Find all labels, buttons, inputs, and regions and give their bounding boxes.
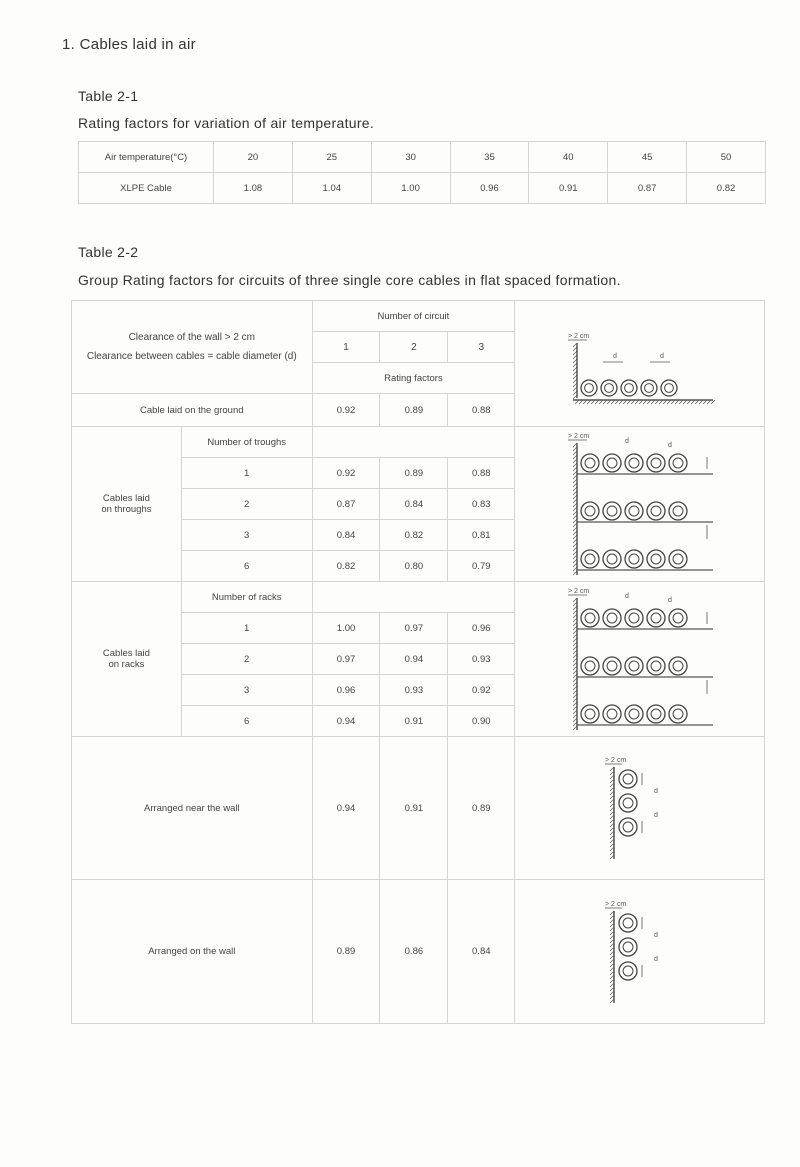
empty-cell <box>312 582 515 613</box>
racks-count-header: Number of racks <box>181 582 312 613</box>
diagram-label: d <box>653 955 658 963</box>
diagram-label: > 2 cm <box>604 757 626 764</box>
table-cell: 0.96 <box>312 675 380 706</box>
ground-figure-cell <box>515 301 765 427</box>
cable-outer <box>603 705 621 723</box>
cable-core <box>623 966 633 976</box>
cable-outer <box>581 609 599 627</box>
cable-core <box>607 458 617 468</box>
table-cell: 0.89 <box>380 458 448 489</box>
cable-core <box>629 709 639 719</box>
clearance-cell <box>72 301 313 394</box>
cable-core <box>651 554 661 564</box>
troughs-label <box>72 427 182 582</box>
cable-outer <box>603 550 621 568</box>
cable-core <box>623 918 633 928</box>
racks-figure-cell <box>515 582 765 737</box>
cable-outer <box>625 502 643 520</box>
cable-outer <box>619 962 637 980</box>
table-cell: 1.08 <box>214 173 293 204</box>
table-cell: 20 <box>214 142 293 173</box>
table-cell: 30 <box>371 142 450 173</box>
diagram-label: d <box>653 812 658 819</box>
diagram-label: d <box>624 593 629 600</box>
diagram-label: d <box>659 352 664 360</box>
cable-outer <box>669 657 687 675</box>
diagram-label: d <box>624 438 629 445</box>
cable-outer <box>619 770 637 788</box>
rack-count: 1 <box>181 613 312 644</box>
cable-outer <box>661 380 677 396</box>
cable-outer <box>641 380 657 396</box>
table-cell: 0.96 <box>448 613 515 644</box>
cable-core <box>629 554 639 564</box>
diagram-label: d <box>667 597 672 604</box>
table-cell: 0.81 <box>448 520 515 551</box>
table-cell: 40 <box>529 142 608 173</box>
table-row <box>72 582 765 613</box>
table-2-1-label: Table 2-1 <box>78 88 139 104</box>
cable-outer <box>669 705 687 723</box>
table-row <box>72 427 765 458</box>
cables-on-ground-diagram <box>565 318 715 410</box>
cable-core <box>623 774 633 784</box>
table-cell: 0.84 <box>312 520 380 551</box>
table-2-1-caption: Rating factors for variation of air temperature. <box>78 115 375 131</box>
table-cell: 0.82 <box>687 173 766 204</box>
circuit-1-header: 1 <box>312 332 380 363</box>
cable-core <box>651 613 661 623</box>
cable-core <box>584 383 593 392</box>
cables-on-racks-diagram <box>565 584 715 734</box>
cable-core <box>607 554 617 564</box>
cable-core <box>651 506 661 516</box>
table-cell: 0.94 <box>312 706 380 737</box>
table-row <box>79 173 766 204</box>
table-cell: 0.87 <box>312 489 380 520</box>
cable-outer <box>669 454 687 472</box>
cable-core <box>673 613 683 623</box>
cable-core <box>664 383 673 392</box>
table-cell: 35 <box>450 142 529 173</box>
table-cell: 0.92 <box>448 675 515 706</box>
row-label: Arranged on the wall <box>72 880 313 1024</box>
rack-count: 2 <box>181 644 312 675</box>
cable-core <box>585 458 595 468</box>
cable-core <box>629 661 639 671</box>
table-cell: 0.89 <box>448 737 515 880</box>
table-cell: 0.92 <box>312 394 380 427</box>
diagram-label: > 2 cm <box>567 332 589 340</box>
diagram-label: d <box>653 931 658 939</box>
cable-core <box>585 709 595 719</box>
cable-outer <box>625 609 643 627</box>
table-cell: 0.83 <box>448 489 515 520</box>
cable-core <box>651 661 661 671</box>
cable-core <box>623 798 633 808</box>
table-cell: 0.96 <box>450 173 529 204</box>
cable-outer <box>619 938 637 956</box>
troughs-count-header: Number of troughs <box>181 427 312 458</box>
rack-count: 3 <box>181 675 312 706</box>
table-cell: 0.97 <box>380 613 448 644</box>
table-cell: 0.84 <box>380 489 448 520</box>
circuit-2-header: 2 <box>380 332 448 363</box>
table-cell: 0.82 <box>380 520 448 551</box>
cable-outer <box>619 818 637 836</box>
table-cell: 1.00 <box>312 613 380 644</box>
row-label: XLPE Cable <box>79 173 214 204</box>
cable-outer <box>647 705 665 723</box>
trough-count: 3 <box>181 520 312 551</box>
table-cell: 0.86 <box>380 880 448 1024</box>
clearance-line-1: Clearance of the wall > 2 cm <box>128 332 256 343</box>
number-of-circuit-header: Number of circuit <box>312 301 515 332</box>
cable-outer <box>669 550 687 568</box>
table-cell: 0.91 <box>380 737 448 880</box>
table-cell: 0.84 <box>448 880 515 1024</box>
table-cell: 0.90 <box>448 706 515 737</box>
cable-core <box>604 383 613 392</box>
cable-core <box>623 942 633 952</box>
rating-factors-header: Rating factors <box>312 363 515 394</box>
table-row <box>72 880 765 1024</box>
cable-core <box>585 661 595 671</box>
cable-outer <box>647 502 665 520</box>
table-cell: 0.94 <box>380 644 448 675</box>
cable-outer <box>581 705 599 723</box>
cable-core <box>623 822 633 832</box>
cable-core <box>629 506 639 516</box>
racks-label-line-1: Cables laid <box>102 648 150 659</box>
cable-outer <box>647 609 665 627</box>
clearance-line-2: Clearance between cables = cable diameter (d) <box>86 351 297 362</box>
table-cell: 50 <box>687 142 766 173</box>
table-cell: 0.97 <box>312 644 380 675</box>
table-2-2-label: Table 2-2 <box>78 244 139 260</box>
group-rating-table <box>71 300 765 1024</box>
cable-outer <box>647 657 665 675</box>
cable-core <box>629 613 639 623</box>
table-cell: 0.91 <box>380 706 448 737</box>
cable-outer <box>621 380 637 396</box>
cable-core <box>673 506 683 516</box>
cable-outer <box>619 914 637 932</box>
cable-outer <box>647 550 665 568</box>
cable-outer <box>581 657 599 675</box>
cable-core <box>624 383 633 392</box>
cable-outer <box>625 705 643 723</box>
cable-outer <box>581 550 599 568</box>
cable-core <box>644 383 653 392</box>
cable-core <box>607 613 617 623</box>
troughs-figure-cell <box>515 427 765 582</box>
cables-on-troughs-diagram <box>565 429 715 579</box>
table-cell: 0.80 <box>380 551 448 582</box>
table-2-2-caption: Group Rating factors for circuits of three single core cables in flat spaced formation. <box>78 272 621 288</box>
air-temperature-table <box>78 141 766 204</box>
row-label: Arranged near the wall <box>72 737 313 880</box>
section-title: 1. Cables laid in air <box>62 36 196 53</box>
racks-label <box>72 582 182 737</box>
table-cell: 0.87 <box>608 173 687 204</box>
table-cell: 0.82 <box>312 551 380 582</box>
cable-outer <box>603 609 621 627</box>
racks-label-line-2: on racks <box>108 659 145 670</box>
cable-outer <box>625 454 643 472</box>
on-wall-figure-cell <box>515 880 765 1024</box>
table-cell: 0.89 <box>380 394 448 427</box>
cable-outer <box>625 550 643 568</box>
trough-count: 6 <box>181 551 312 582</box>
diagram-label: > 2 cm <box>567 588 589 595</box>
cable-core <box>585 554 595 564</box>
diagram-label: d <box>653 788 658 795</box>
cable-core <box>673 661 683 671</box>
cable-outer <box>603 657 621 675</box>
cable-outer <box>581 502 599 520</box>
table-cell: 25 <box>292 142 371 173</box>
troughs-label-line-2: on throughs <box>101 504 152 515</box>
cable-outer <box>619 794 637 812</box>
cable-outer <box>625 657 643 675</box>
cable-outer <box>603 454 621 472</box>
table-cell: 0.92 <box>312 458 380 489</box>
cable-core <box>607 506 617 516</box>
cable-core <box>629 458 639 468</box>
rack-count: 6 <box>181 706 312 737</box>
cable-core <box>607 709 617 719</box>
diagram-label: > 2 cm <box>567 433 589 440</box>
table-cell: 1.00 <box>371 173 450 204</box>
circuit-3-header: 3 <box>448 332 515 363</box>
cable-outer <box>603 502 621 520</box>
cable-outer <box>669 502 687 520</box>
table-cell: 1.04 <box>292 173 371 204</box>
trough-count: 1 <box>181 458 312 489</box>
cable-core <box>673 554 683 564</box>
cable-core <box>651 709 661 719</box>
table-row <box>72 737 765 880</box>
table-cell: 45 <box>608 142 687 173</box>
table-cell: 0.93 <box>380 675 448 706</box>
diagram-label: > 2 cm <box>604 900 626 908</box>
cable-outer <box>647 454 665 472</box>
near-wall-figure-cell <box>515 737 765 880</box>
table-cell: 0.93 <box>448 644 515 675</box>
table-row <box>72 301 765 332</box>
cable-core <box>651 458 661 468</box>
troughs-label-line-1: Cables laid <box>102 493 150 504</box>
table-cell: 0.94 <box>312 737 380 880</box>
cable-outer <box>601 380 617 396</box>
table-cell: 0.88 <box>448 458 515 489</box>
cable-outer <box>581 380 597 396</box>
cable-core <box>607 661 617 671</box>
cable-core <box>673 709 683 719</box>
table-cell: 0.89 <box>312 880 380 1024</box>
table-row <box>79 142 766 173</box>
header-cell: Air temperature(°C) <box>79 142 214 173</box>
trough-count: 2 <box>181 489 312 520</box>
cables-near-wall-diagram <box>600 753 680 863</box>
table-cell: 0.91 <box>529 173 608 204</box>
cable-outer <box>669 609 687 627</box>
cable-core <box>585 613 595 623</box>
row-label: Cable laid on the ground <box>72 394 313 427</box>
table-cell: 0.88 <box>448 394 515 427</box>
cable-core <box>585 506 595 516</box>
table-cell: 0.79 <box>448 551 515 582</box>
diagram-label: d <box>612 352 617 360</box>
cables-on-wall-diagram <box>600 897 680 1007</box>
cable-core <box>673 458 683 468</box>
cable-outer <box>581 454 599 472</box>
diagram-label: d <box>667 442 672 449</box>
empty-cell <box>312 427 515 458</box>
